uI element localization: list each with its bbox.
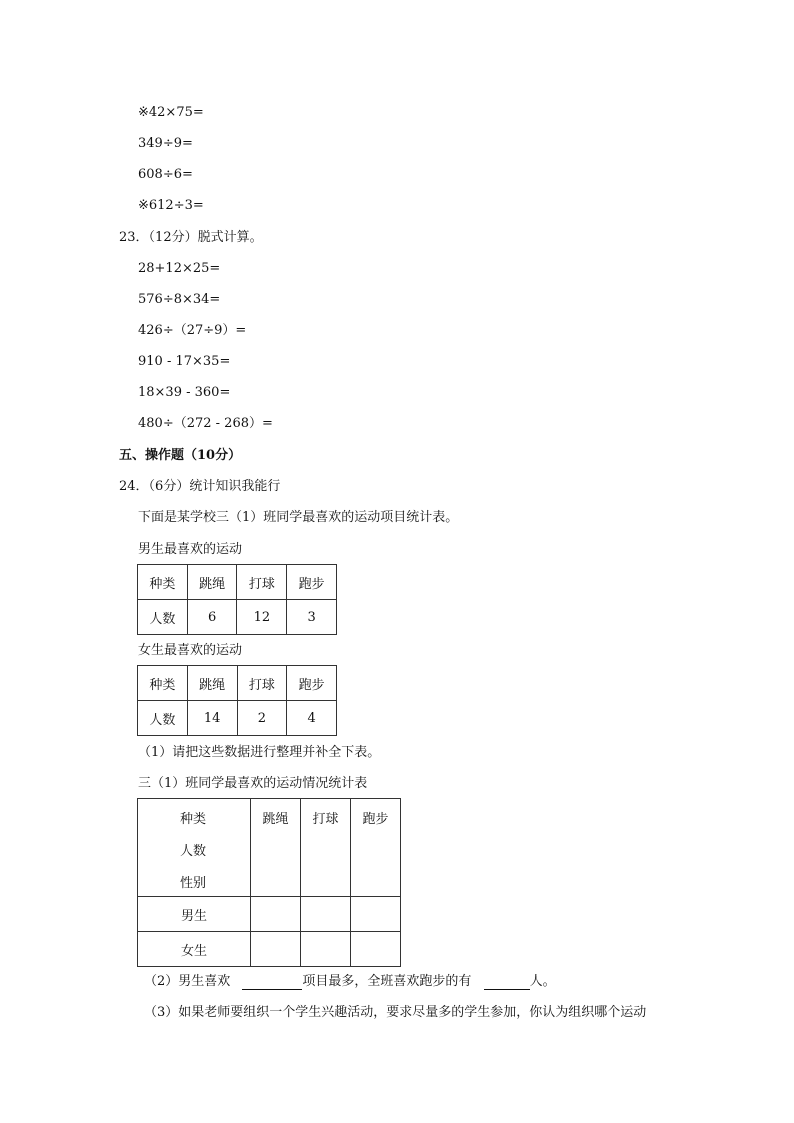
table-cell: 6: [187, 600, 237, 635]
table-header-cell: 跳绳: [187, 666, 237, 701]
table-header-cell: 跑步: [287, 666, 337, 701]
question-24-title: 24．（6分）统计知识我能行: [119, 479, 281, 494]
table-header-cell: 种类: [138, 666, 188, 701]
q23-item: 426÷（27÷9）=: [138, 323, 247, 338]
table-header-cell: 跑步: [351, 799, 401, 897]
table-empty-cell[interactable]: [251, 932, 301, 967]
table-header-cell: 跳绳: [187, 565, 237, 600]
calc-line: 349÷9=: [138, 136, 193, 151]
answer-blank[interactable]: [484, 975, 530, 990]
girls-table-caption: 女生最喜欢的运动: [138, 643, 243, 658]
corner-label-gender: 性别: [180, 876, 207, 891]
part-2-prefix: （2）男生喜欢: [144, 974, 231, 989]
girls-table: [137, 665, 337, 736]
table-cell: 4: [287, 701, 337, 736]
table-cell: 3: [287, 600, 337, 635]
q23-item: 28+12×25=: [138, 261, 221, 276]
table-cell: 14: [187, 701, 237, 736]
table-cell: 2: [237, 701, 287, 736]
table-header-cell: 打球: [237, 666, 287, 701]
table-header-cell: 种类: [138, 565, 188, 600]
table-header-cell: 跑步: [287, 565, 337, 600]
calc-line: ※42×75=: [138, 105, 204, 120]
table-header-cell: 打球: [237, 565, 287, 600]
part-1-text: （1）请把这些数据进行整理并补全下表。: [138, 745, 381, 760]
question-23-title: 23．（12分）脱式计算。: [119, 230, 263, 245]
table-empty-cell[interactable]: [251, 897, 301, 932]
q23-item: 576÷8×34=: [138, 292, 221, 307]
summary-table-caption: 三（1）班同学最喜欢的运动情况统计表: [138, 776, 368, 791]
part-2-text: [144, 974, 556, 990]
part-3-text: （3）如果老师要组织一个学生兴趣活动，要求尽量多的学生参加，你认为组织哪个运动: [144, 1005, 647, 1020]
boys-table-caption: 男生最喜欢的运动: [138, 542, 243, 557]
table-empty-cell[interactable]: [301, 897, 351, 932]
table-header-cell: 打球: [301, 799, 351, 897]
table-row-label: 男生: [138, 897, 251, 932]
table-corner-cell: [138, 799, 251, 897]
part-2-suffix: 人。: [529, 974, 556, 989]
question-24-intro: 下面是某学校三（1）班同学最喜欢的运动项目统计表。: [138, 510, 459, 525]
calc-line: ※612÷3=: [138, 198, 204, 213]
table-row-label: 人数: [138, 600, 188, 635]
calc-line: 608÷6=: [138, 167, 193, 182]
q23-item: 480÷（272 - 268）=: [138, 416, 273, 431]
part-2-middle: 项目最多，全班喜欢跑步的有: [302, 974, 472, 989]
table-cell: 12: [237, 600, 287, 635]
table-row-label: 女生: [138, 932, 251, 967]
boys-table: [137, 564, 337, 635]
q23-item: 18×39 - 360=: [138, 385, 231, 400]
table-empty-cell[interactable]: [351, 897, 401, 932]
corner-label-kind: 种类: [180, 812, 207, 827]
table-empty-cell[interactable]: [301, 932, 351, 967]
table-row-label: 人数: [138, 701, 188, 736]
summary-table: [137, 798, 401, 967]
table-header-cell: 跳绳: [251, 799, 301, 897]
corner-label-count: 人数: [180, 844, 207, 859]
answer-blank[interactable]: [242, 975, 302, 990]
table-empty-cell[interactable]: [351, 932, 401, 967]
q23-item: 910 - 17×35=: [138, 354, 231, 369]
section-5-title: 五、操作题（10分）: [119, 448, 242, 463]
